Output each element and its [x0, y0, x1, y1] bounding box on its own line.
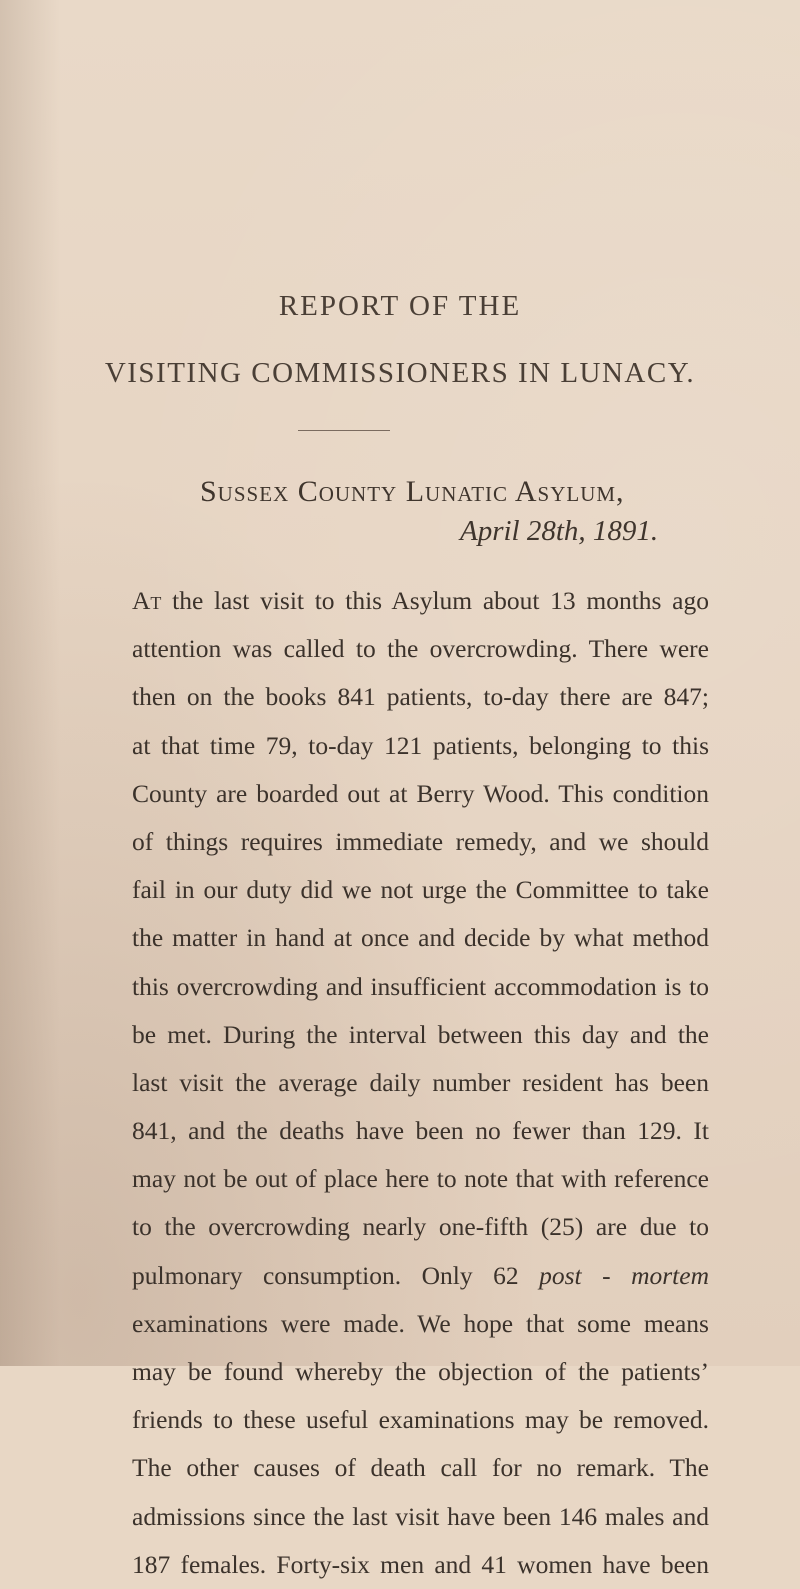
body-line-12: 841, and the deaths have been no fewer than 129. It	[132, 1116, 709, 1146]
body-line-8: the matter in hand at once and decide by what method	[132, 923, 709, 953]
body-line-18: friends to these useful examinations may be removed.	[132, 1405, 709, 1435]
body-line-3: then on the books 841 patients, to-day there are 847;	[132, 682, 709, 712]
report-title-line1: REPORT OF THE	[278, 290, 522, 322]
body-line-2: attention was called to the overcrowding. There were	[132, 634, 709, 664]
title-divider	[298, 430, 390, 431]
body-line-21: 187 females. Forty-six men and 41 women have been	[132, 1549, 709, 1579]
report-title-line2: VISITING COMMISSIONERS IN LUNACY.	[104, 357, 696, 389]
body-line-19: The other causes of death call for no remark. The	[132, 1453, 709, 1483]
body-line-16: examinations were made. We hope that some means	[132, 1308, 709, 1338]
page-edge-shadow	[0, 0, 60, 1366]
body-line-text: pulmonary consumption. Only 62	[132, 1260, 540, 1290]
body-line-11: last visit the average daily number resident has been	[132, 1067, 709, 1097]
body-line-4: at that time 79, to-day 121 patients, belonging to this	[132, 730, 709, 760]
body-line-14: to the overcrowding nearly one-fifth (25) are due to	[132, 1212, 709, 1242]
asylum-name: Sussex County Lunatic Asylum,	[200, 475, 625, 508]
report-body	[132, 577, 709, 1589]
body-line-13: may not be out of place here to note that with reference	[132, 1164, 709, 1194]
body-line-10: be met. During the interval between this day and the	[132, 1019, 709, 1049]
report-date: April 28th, 1891.	[460, 515, 659, 547]
italic-phrase: post - mortem	[539, 1260, 709, 1290]
opening-word: At	[132, 586, 162, 615]
body-line-1	[132, 577, 709, 625]
body-line-9: this overcrowding and insufficient accommodation is to	[132, 971, 709, 1001]
body-line-text: the last visit to this Asylum about 13 months ago	[161, 586, 709, 615]
body-line-17: may be found whereby the objection of the patients’	[132, 1357, 709, 1386]
body-line-15	[132, 1252, 709, 1300]
body-line-20: admissions since the last visit have been 146 males and	[132, 1501, 709, 1531]
body-line-7: fail in our duty did we not urge the Committee to take	[132, 875, 709, 905]
body-line-6: of things requires immediate remedy, and we should	[132, 826, 709, 856]
body-line-5: County are boarded out at Berry Wood. This condition	[132, 778, 709, 808]
